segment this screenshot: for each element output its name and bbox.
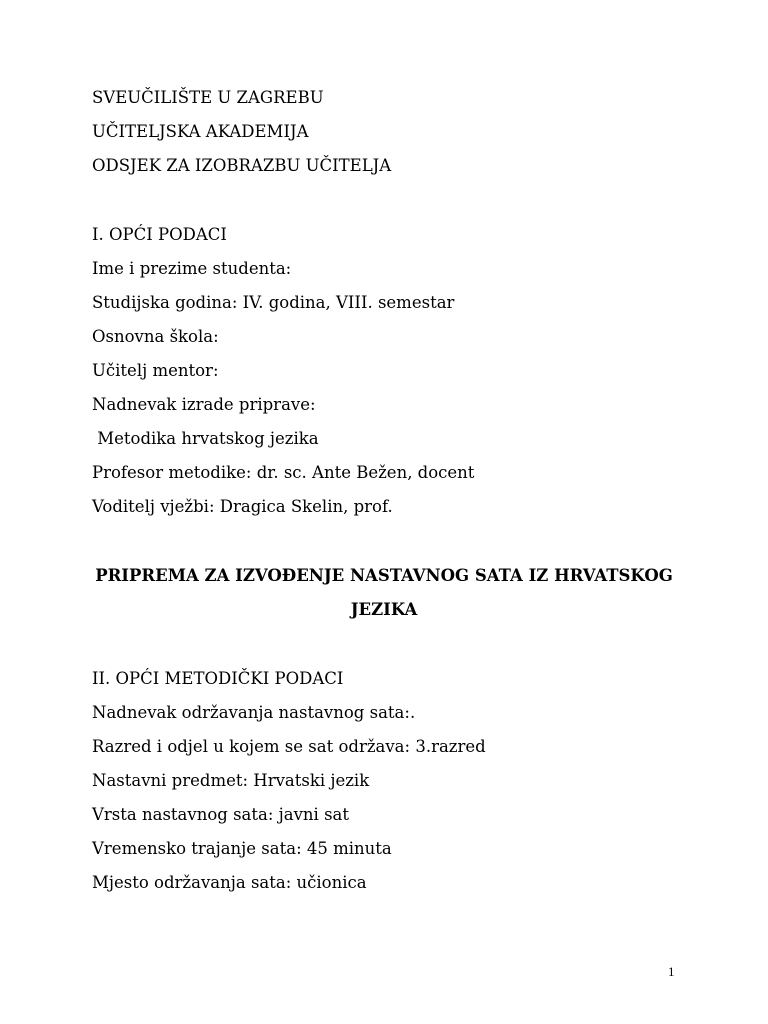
student-name-line: Ime i prezime studenta:: [92, 259, 292, 278]
document-title-line-1: PRIPREMA ZA IZVOĐENJE NASTAVNOG SATA IZ HRVATSKOG: [95, 566, 673, 585]
location-line: Mjesto održavanja sata: učionica: [92, 873, 367, 892]
school-line: Osnovna škola:: [92, 327, 219, 346]
exercise-leader-line: Voditelj vježbi: Dragica Skelin, prof.: [92, 497, 393, 516]
subject-line: Nastavni predmet: Hrvatski jezik: [92, 771, 370, 790]
mentor-line: Učitelj mentor:: [92, 361, 219, 380]
preparation-date-line: Nadnevak izrade priprave:: [92, 395, 316, 414]
section-general-heading: I. OPĆI PODACI: [92, 225, 227, 244]
academy-name: UČITELJSKA AKADEMIJA: [92, 122, 309, 141]
class-line: Razred i odjel u kojem se sat održava: 3.razred: [92, 737, 486, 756]
professor-line: Profesor metodike: dr. sc. Ante Bežen, docent: [92, 463, 475, 482]
page-number: 1: [668, 964, 675, 979]
methodology-subject-line: Metodika hrvatskog jezika: [92, 429, 319, 448]
duration-line: Vremensko trajanje sata: 45 minuta: [92, 839, 392, 858]
department-name: ODSJEK ZA IZOBRAZBU UČITELJA: [92, 156, 392, 175]
lesson-date-line: Nadnevak održavanja nastavnog sata:.: [92, 703, 416, 722]
study-year-line: Studijska godina: IV. godina, VIII. semestar: [92, 293, 455, 312]
university-name: SVEUČILIŠTE U ZAGREBU: [92, 88, 324, 107]
document-title-line-2: JEZIKA: [350, 600, 418, 619]
section-methodical-heading: II. OPĆI METODIČKI PODACI: [92, 669, 344, 688]
lesson-type-line: Vrsta nastavnog sata: javni sat: [92, 805, 350, 824]
